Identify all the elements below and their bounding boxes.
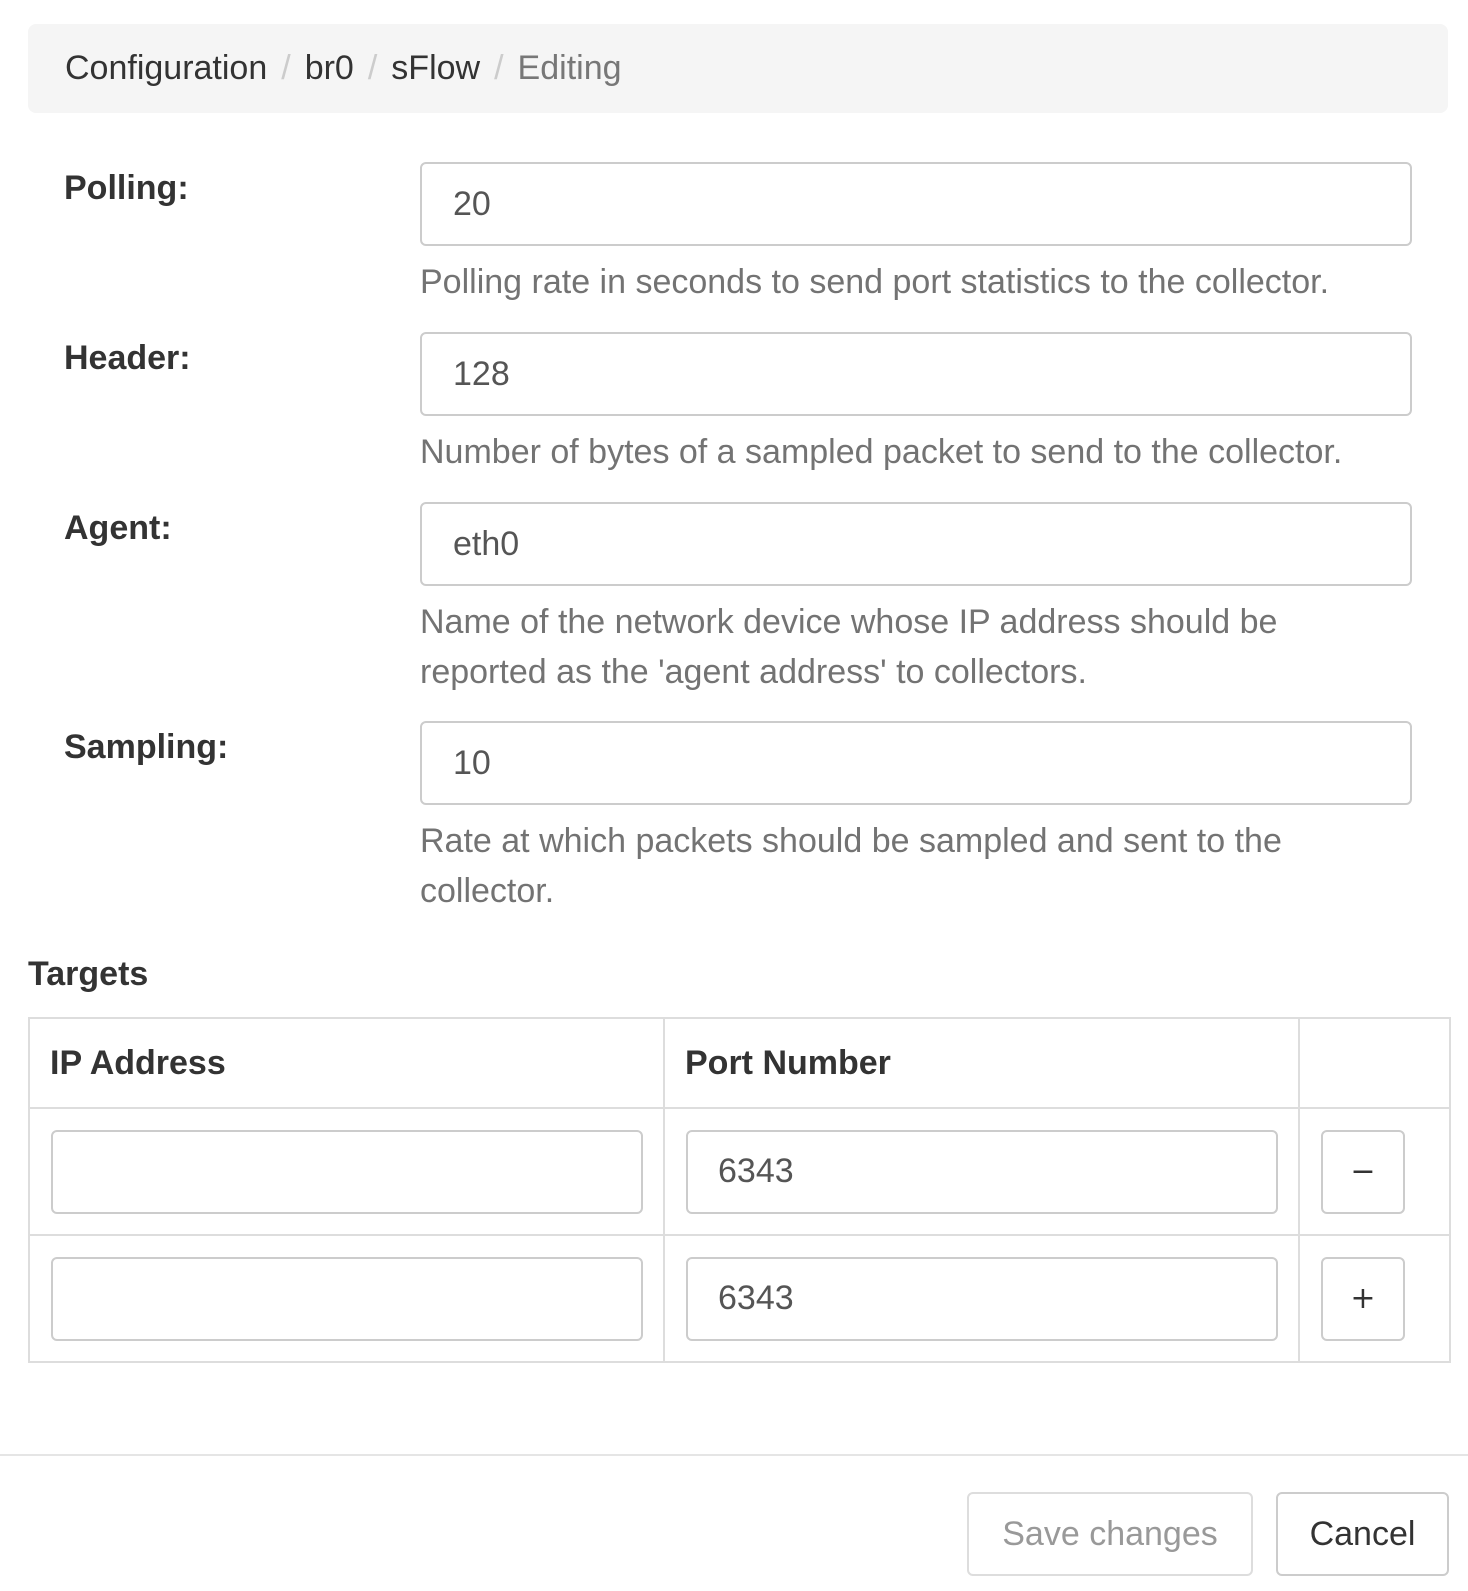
polling-label: Polling:: [64, 169, 189, 207]
column-header-port-number: Port Number: [664, 1018, 1299, 1108]
polling-input[interactable]: [420, 162, 1412, 246]
sampling-input[interactable]: [420, 721, 1412, 805]
table-cell: [1299, 1235, 1450, 1362]
breadcrumb-item-current: Editing: [517, 49, 622, 87]
minus-icon: −: [1350, 1154, 1376, 1189]
table-cell: [664, 1108, 1299, 1235]
agent-help: Name of the network device whose IP address should be reported as the 'agent address' to collectors.: [420, 603, 1278, 691]
polling-help: Polling rate in seconds to send port statistics to the collector.: [420, 263, 1330, 301]
targets-table: [28, 1017, 1451, 1363]
breadcrumb-item-sflow[interactable]: sFlow: [391, 49, 481, 87]
ip-address-input[interactable]: [51, 1257, 643, 1341]
table-header-row: [29, 1018, 1450, 1108]
cancel-button[interactable]: Cancel: [1276, 1492, 1449, 1576]
header-input[interactable]: [420, 332, 1412, 416]
add-target-button[interactable]: [1321, 1257, 1405, 1341]
agent-label: Agent:: [64, 509, 172, 547]
breadcrumb-separator: /: [367, 49, 378, 87]
footer-divider: [0, 1454, 1468, 1456]
save-changes-button[interactable]: Save changes: [967, 1492, 1253, 1576]
sampling-help: Rate at which packets should be sampled and sent to the collector.: [420, 822, 1282, 910]
table-cell: [1299, 1108, 1450, 1235]
column-header-actions: [1299, 1018, 1450, 1108]
breadcrumb-item-bridge[interactable]: br0: [304, 49, 354, 87]
column-header-ip-address: IP Address: [29, 1018, 664, 1108]
breadcrumb: [28, 24, 1448, 113]
table-cell: [29, 1108, 664, 1235]
sampling-label: Sampling:: [64, 728, 229, 766]
breadcrumb-separator: /: [494, 49, 504, 87]
targets-title: Targets: [28, 955, 149, 993]
remove-target-button[interactable]: [1321, 1130, 1405, 1214]
agent-input[interactable]: [420, 502, 1412, 586]
breadcrumb-item-configuration[interactable]: Configuration: [65, 49, 268, 87]
plus-icon: +: [1350, 1281, 1376, 1316]
header-label: Header:: [64, 339, 191, 377]
port-number-input[interactable]: [686, 1130, 1278, 1214]
table-row: [29, 1108, 1450, 1235]
header-help: Number of bytes of a sampled packet to send to the collector.: [420, 433, 1343, 471]
table-cell: [664, 1235, 1299, 1362]
table-cell: [29, 1235, 664, 1362]
table-row: [29, 1235, 1450, 1362]
port-number-input[interactable]: [686, 1257, 1278, 1341]
breadcrumb-separator: /: [281, 49, 291, 87]
ip-address-input[interactable]: [51, 1130, 643, 1214]
